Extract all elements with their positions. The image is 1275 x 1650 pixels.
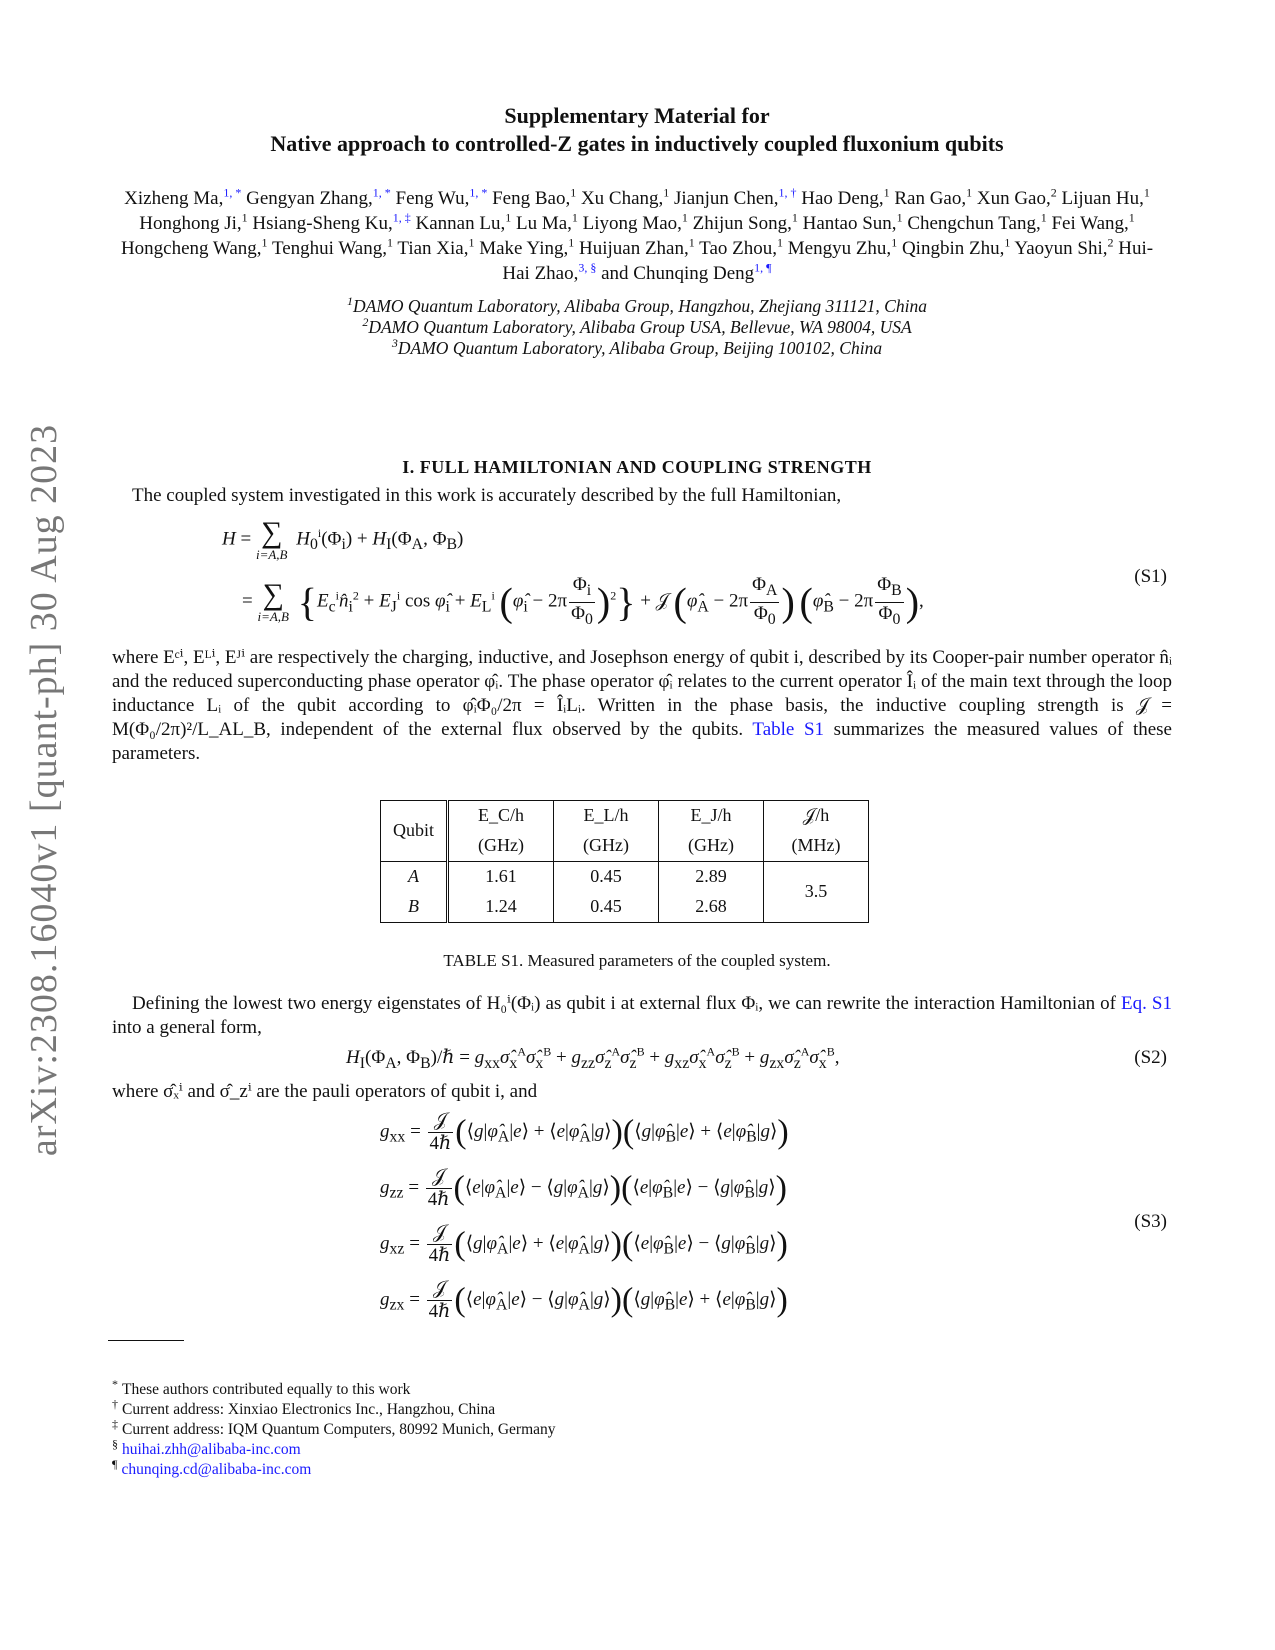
cell-el-b: 0.45	[554, 892, 659, 923]
equation-s3-gzx: $g_{zx}$ = $\frac{\text{𝒥}}{\text{4ℏ}}$ ($⟨e|\varphî_A|e⟩$ − $⟨g|\varphî_A|g⟩)(⟨g|\varphî_B|e⟩$ + $⟨e|\varphî_B|g⟩$)	[380, 1278, 788, 1322]
author-name: Honghong Ji,$^1$	[139, 210, 248, 234]
author-name: Gengyan Zhang,$^{1, *}$	[246, 185, 391, 209]
author-name: Tao Zhou,$^1$	[699, 235, 783, 259]
cell-qubit-b: B	[381, 892, 448, 923]
header-j: 𝒥/h	[764, 801, 869, 832]
paragraph-interaction: Defining the lowest two energy eigenstates of H₀ⁱ(Φᵢ) as qubit i at external flux Φᵢ, we can rewrite the interaction Hamiltonian of Eq. S1 into a general form,	[112, 993, 1172, 1038]
equation-s3-gzz: $g_{zz}$ = $\frac{\text{𝒥}}{\text{4ℏ}}$ ($⟨e|\varphî_A|e⟩$ − $⟨g|\varphî_A|g⟩)(⟨e|\varphî_B|e⟩$ − $⟨g|\varphî_B|g⟩$)	[380, 1166, 787, 1210]
author-name: Hui-Hai Zhao,$^{3, \S}$	[502, 238, 1154, 284]
author-name: Yaoyun Shi,$^2$	[1014, 235, 1114, 259]
arxiv-stamp: arXiv:2308.16040v1 [quant-ph] 30 Aug 2023	[23, 423, 65, 1157]
table-s1-caption: TABLE S1. Measured parameters of the coupled system.	[443, 951, 831, 970]
author-name: Huijuan Zhan,$^1$	[578, 235, 695, 259]
author-list	[112, 186, 1162, 286]
footnote-email[interactable]: ¶ chunqing.cd@alibaba-inc.com	[112, 1456, 312, 1478]
affiliation-3: $^3$DAMO Quantum Laboratory, Alibaba Group, Beijing 100102, China	[391, 336, 883, 358]
equation-s2: $H_I(\Phi_A$, $\Phi_B)/\hbar$ = $g_{xx}\sigmâ_x^A\sigmâ_x^B$ + $g_{zz}\sigmâ_z^A\sigmâ_z^B$ + $g_{xz}\sigmâ_x^A\sigmâ_z^B$ + $g_{zx}\sigmâ_z^A\sigmâ_x^B$,	[346, 1044, 840, 1072]
paragraph-intro: The coupled system investigated in this work is accurately described by the full Hamiltonian,	[132, 485, 842, 506]
author-name: Hao Deng,$^1$	[801, 185, 890, 209]
table-header-row	[381, 801, 869, 832]
author-name: Hantao Sun,$^1$	[802, 210, 903, 234]
author-name: Mengyu Zhu,$^1$	[787, 235, 898, 259]
equation-s3-gxz: $g_{xz}$ = $\frac{\text{𝒥}}{\text{4ℏ}}$ ($⟨g|\varphî_A|e⟩$ + $⟨e|\varphî_A|g⟩)(⟨e|\varphî_B|e⟩$ − $⟨g|\varphî_B|g⟩$)	[380, 1222, 788, 1266]
equation-s3-gxx: $g_{xx}$ = $\frac{\text{𝒥}}{\text{4ℏ}}$ ($⟨g|\varphî_A|e⟩$ + $⟨e|\varphî_A|g⟩)(⟨g|\varphî_B|e⟩$ + $⟨e|\varphî_B|g⟩$)	[380, 1110, 789, 1154]
author-name: Chengchun Tang,$^1$	[907, 210, 1047, 234]
author-name: Lijuan Hu,$^1$	[1061, 185, 1150, 209]
unit-j: (MHz)	[764, 831, 869, 862]
author-name: Zhijun Song,$^1$	[692, 210, 798, 234]
title-line-2: Native approach to controlled-Z gates in inductively coupled fluxonium qubits	[270, 131, 1004, 156]
cell-ec-a: 1.61	[448, 862, 554, 893]
equation-s1-line-1: H = ∑ i=A,B $H_0^i(\Phi_i) + H_I(\Phi_A$, $\Phi_B$)	[222, 516, 464, 562]
author-name: Fei Wang,$^1$	[1051, 210, 1135, 234]
title-line-1: Supplementary Material for	[504, 103, 770, 128]
author-name: Tenghui Wang,$^1$	[271, 235, 393, 259]
author-name: Qingbin Zhu,$^1$	[901, 235, 1011, 259]
equation-s2-number: (S2)	[1134, 1047, 1167, 1068]
author-name: Hongcheng Wang,$^1$	[120, 235, 268, 259]
footnote: † Current address: Xinxiao Electronics Inc., Hangzhou, China	[112, 1396, 496, 1418]
author-name: and Chunqing Deng$^{1, \P}$	[601, 260, 772, 284]
author-name: Jianjun Chen,$^{1, \dagger}$	[674, 185, 797, 209]
table-row	[381, 862, 869, 893]
header-el: E_L/h	[554, 801, 659, 832]
author-name: Kannan Lu,$^1$	[415, 210, 512, 234]
cell-ej-a: 2.89	[659, 862, 764, 893]
paragraph-parameters: where Eᶜⁱ, Eᴸⁱ, Eᴶⁱ are respectively the charging, inductive, and Josephson energy of qubit i, described by its Cooper-pair number operator n̂ᵢ and the reduced superconducting phase operator φ̂ᵢ. The phase operator φ̂ᵢ relates to the current operator Îᵢ of the main text through the loop inductance Lᵢ of the qubit according to φ̂ᵢΦ₀/2π = ÎᵢLᵢ. Written in the phase basis, the inductive coupling strength is 𝒥 = M(Φ₀/2π)²/L_AL_B, independent of the external flux observed by the qubits. Table S1 summarizes the measured values of these parameters.	[112, 647, 1173, 764]
author-name: Liyong Mao,$^1$	[582, 210, 688, 234]
footnote: * These authors contributed equally to this work	[112, 1376, 411, 1398]
author-name: Feng Wu,$^{1, *}$	[395, 185, 488, 209]
unit-el: (GHz)	[554, 831, 659, 862]
author-name: Make Ying,$^1$	[479, 235, 575, 259]
footnote: ‡ Current address: IQM Quantum Computers, 80992 Munich, Germany	[112, 1416, 556, 1438]
author-name: Ran Gao,$^1$	[894, 185, 973, 209]
header-ej: E_J/h	[659, 801, 764, 832]
header-qubit: Qubit	[381, 801, 448, 862]
table-s1-link[interactable]: Table S1	[752, 719, 825, 740]
footnote-email[interactable]: § huihai.zhh@alibaba-inc.com	[112, 1436, 301, 1458]
author-name: Xizheng Ma,$^{1, *}$	[124, 185, 242, 209]
cell-j: 3.5	[764, 862, 869, 923]
cell-ec-b: 1.24	[448, 892, 554, 923]
author-name: Hsiang-Sheng Ku,$^{1, \ddagger}$	[252, 210, 411, 234]
affiliations	[112, 296, 1162, 359]
eq-s1-link[interactable]: Eq. S1	[1121, 993, 1172, 1014]
table-s1	[380, 800, 869, 923]
unit-ec: (GHz)	[448, 831, 554, 862]
affiliation-1: $^1$DAMO Quantum Laboratory, Alibaba Group, Hangzhou, Zhejiang 311121, China	[347, 294, 927, 316]
cell-ej-b: 2.68	[659, 892, 764, 923]
author-name: Lu Ma,$^1$	[515, 210, 578, 234]
footnotes	[112, 1376, 556, 1480]
author-name: Tian Xia,$^1$	[397, 235, 475, 259]
paragraph-pauli: where σ̂ₓⁱ and σ̂_zⁱ are the pauli operators of qubit i, and	[112, 1081, 538, 1102]
unit-ej: (GHz)	[659, 831, 764, 862]
cell-el-a: 0.45	[554, 862, 659, 893]
footnote-rule	[108, 1340, 184, 1341]
table-unit-row	[381, 831, 869, 862]
section-heading: I. FULL HAMILTONIAN AND COUPLING STRENGTH	[402, 457, 872, 477]
equation-s1-line-2: = ∑ i=A,B {$E_c^in̂_i^2 + E_J^i$ $\cos \varphî_i + E_L^i$ ($\varphî_i - 2\pi$ $\frac{\Phi_i}{\Phi_0}$ )$^2$} + 𝒥 ($\varphî_A - 2\pi$ $\frac{\Phi_A}{\Phi_0}$ ) ($\varphî_B - 2\pi$ $\frac{\Phi_B}{\Phi_0}$ ),	[242, 574, 924, 628]
equation-s3-number: (S3)	[1134, 1211, 1167, 1232]
affiliation-2: $^2$DAMO Quantum Laboratory, Alibaba Group USA, Bellevue, WA 98004, USA	[362, 315, 912, 337]
author-name: Xu Chang,$^1$	[580, 185, 670, 209]
cell-qubit-a: A	[381, 862, 448, 893]
header-ec: E_C/h	[448, 801, 554, 832]
author-name: Feng Bao,$^1$	[492, 185, 577, 209]
author-name: Xun Gao,$^2$	[976, 185, 1057, 209]
equation-s1-number: (S1)	[1134, 566, 1167, 587]
